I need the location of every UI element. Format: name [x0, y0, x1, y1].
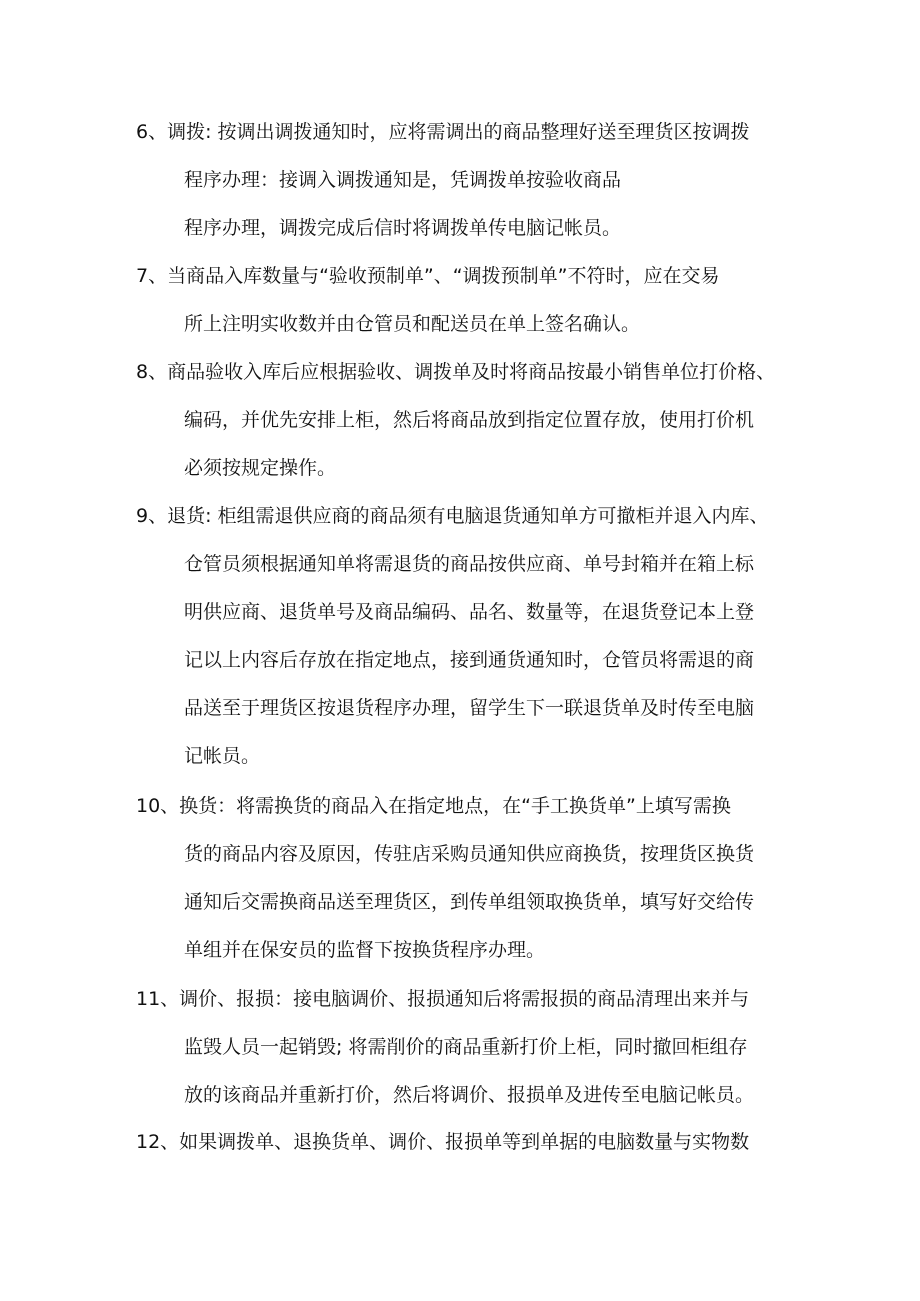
paragraph-line: 6、调拨: 按调出调拨通知时，应将需调出的商品整理好送至理货区按调拨 [136, 121, 750, 143]
paragraph-line: 程序办理：接调入调拨通知是，凭调拨单按验收商品 [184, 169, 622, 191]
paragraph-line: 程序办理，调拨完成后信时将调拨单传电脑记帐员。 [184, 217, 622, 239]
paragraph-line: 明供应商、退货单号及商品编码、品名、数量等，在退货登记本上登 [184, 601, 755, 623]
list-item-6 [136, 108, 786, 252]
paragraph-line: 12、如果调拨单、退换货单、调价、报损单等到单据的电脑数量与实物数 [136, 1131, 750, 1153]
paragraph-line: 记以上内容后存放在指定地点，接到通货通知时，仓管员将需退的商 [184, 649, 755, 671]
paragraph-line: 10、换货：将需换货的商品入在指定地点，在“手工换货单”上填写需换 [136, 795, 731, 817]
paragraph-line: 8、商品验收入库后应根据验收、调拨单及时将商品按最小销售单位打价格、 [136, 361, 776, 383]
paragraph-line: 11、调价、报损：接电脑调价、报损通知后将需报损的商品清理出来并与 [136, 988, 750, 1010]
paragraph-line: 必须按规定操作。 [184, 457, 337, 479]
paragraph-line: 货的商品内容及原因，传驻店采购员通知供应商换货，按理货区换货 [184, 843, 755, 865]
paragraph-line: 所上注明实收数并由仓管员和配送员在单上签名确认。 [184, 313, 641, 335]
paragraph-line: 监毁人员一起销毁; 将需削价的商品重新打价上柜，同时撤回柜组存 [184, 1036, 748, 1058]
list-item-10 [136, 782, 786, 974]
list-item-9 [136, 492, 786, 780]
paragraph-line: 通知后交需换商品送至理货区，到传单组领取换货单，填写好交给传 [184, 891, 755, 913]
paragraph-line: 记帐员。 [184, 745, 261, 767]
paragraph-line: 仓管员须根据通知单将需退货的商品按供应商、单号封箱并在箱上标 [184, 553, 755, 575]
list-item-7 [136, 252, 786, 348]
list-item-8 [136, 348, 786, 492]
paragraph-line: 单组并在保安员的监督下按换货程序办理。 [184, 939, 546, 961]
list-item-12 [136, 1118, 786, 1166]
paragraph-line: 7、当商品入库数量与“验收预制单”、“调拨预制单”不符时，应在交易 [136, 265, 720, 287]
paragraph-line: 品送至于理货区按退货程序办理，留学生下一联退货单及时传至电脑 [184, 697, 755, 719]
list-item-11 [136, 975, 786, 1119]
paragraph-line: 9、退货: 柜组需退供应商的商品须有电脑退货通知单方可撤柜并退入内库、 [136, 505, 769, 527]
paragraph-line: 放的该商品并重新打价，然后将调价、报损单及进传至电脑记帐员。 [184, 1084, 755, 1106]
paragraph-line: 编码，并优先安排上柜，然后将商品放到指定位置存放，使用打价机 [184, 409, 755, 431]
